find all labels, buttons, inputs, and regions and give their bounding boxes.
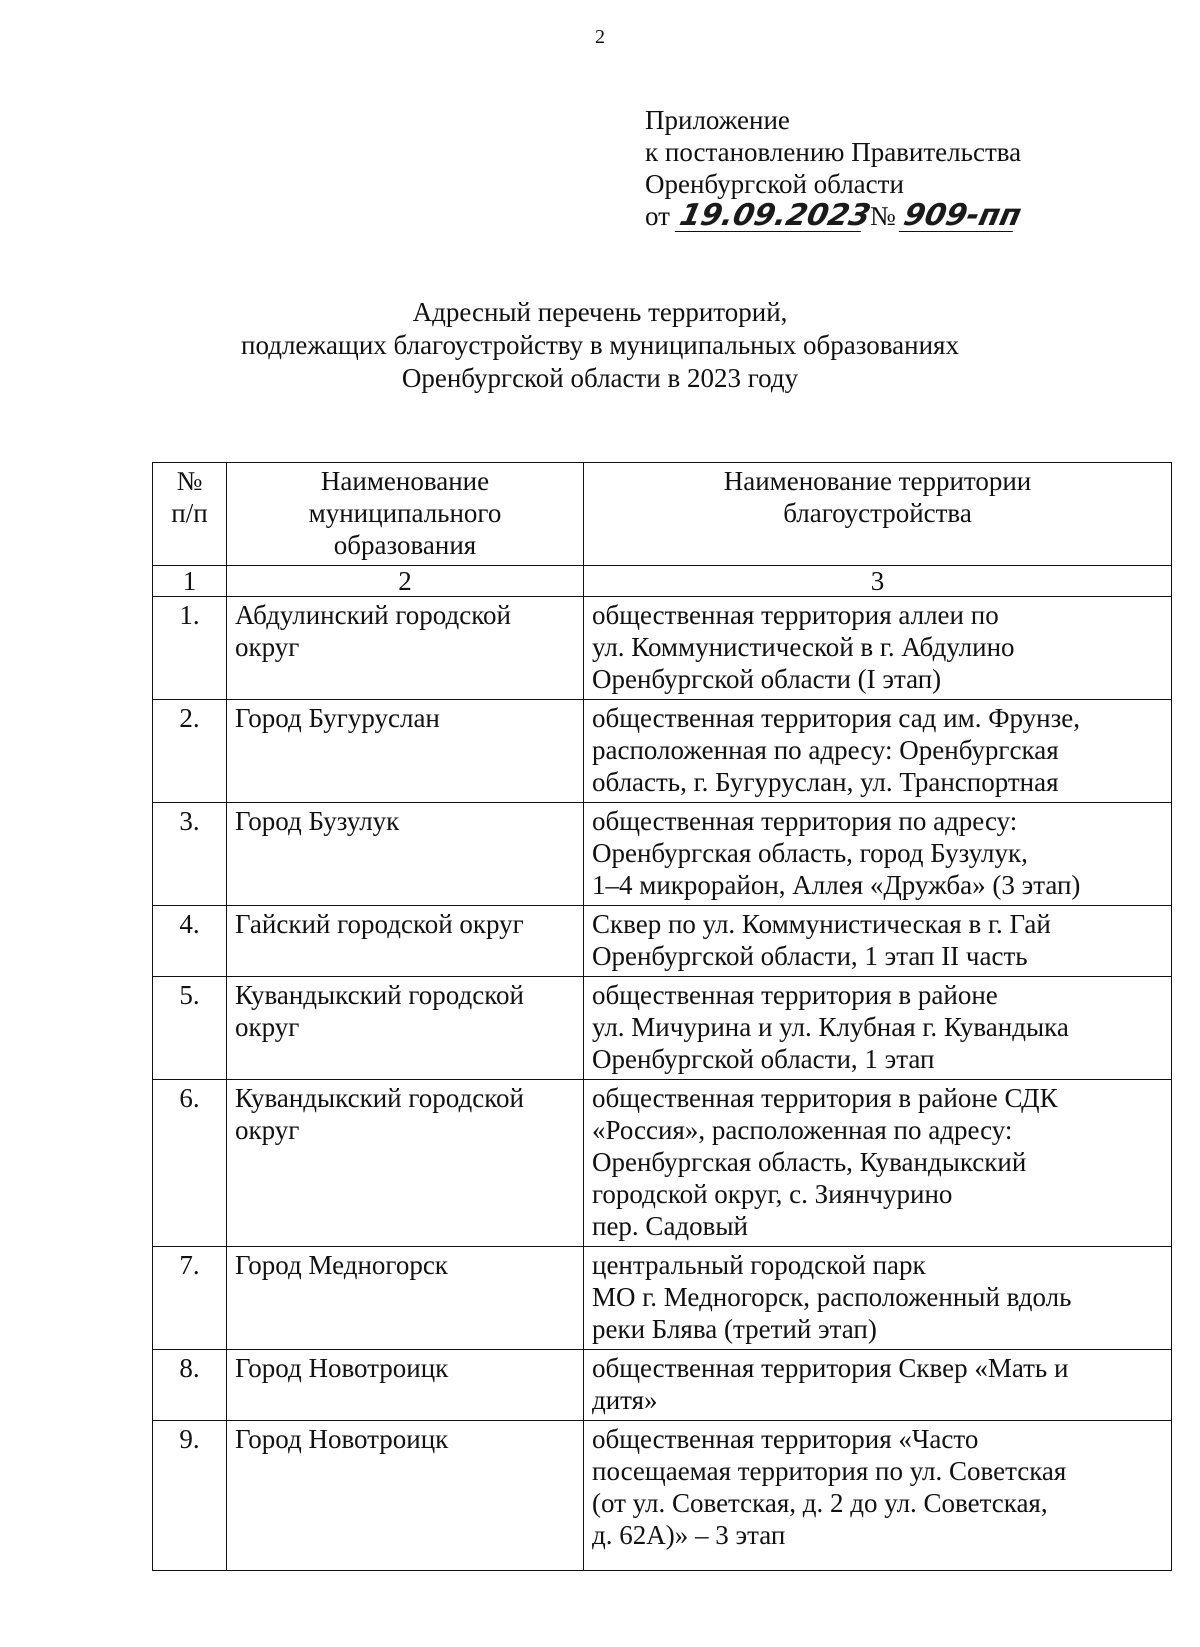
municipality-name: Город Бузулук <box>227 803 584 906</box>
municipality-name: Кувандыкский городской округ <box>227 1080 584 1247</box>
header-municipality: Наименование муниципального образования <box>227 463 584 566</box>
row-number: 4. <box>153 906 227 977</box>
title-line-3: Оренбургской области в 2023 году <box>401 363 799 393</box>
municipality-name: Город Новотроицк <box>227 1350 584 1421</box>
municipality-name: Гайский городской округ <box>227 906 584 977</box>
territory-name: общественная территория по адресу: Оренбургская область, город Бузулук, 1–4 микрорайон, Аллея «Дружба» (3 этап) <box>584 803 1172 906</box>
row-number: 3. <box>153 803 227 906</box>
column-index: 2 <box>227 566 584 597</box>
territory-name: Сквер по ул. Коммунистическая в г. Гай Оренбургской области, 1 этап II часть <box>584 906 1172 977</box>
municipality-name: Абдулинский городской округ <box>227 597 584 700</box>
from-label: от <box>645 201 670 231</box>
title-line-2: подлежащих благоустройству в муниципальных образованиях <box>241 330 959 360</box>
title-line-1: Адресный перечень территорий, <box>412 297 788 327</box>
row-number: 6. <box>153 1080 227 1247</box>
territory-name: общественная территория «Часто посещаемая территория по ул. Советская (от ул. Советская, д. 2 до ул. Советская, д. 62А)» – 3 этап <box>584 1421 1172 1571</box>
column-index: 1 <box>153 566 227 597</box>
territory-name: общественная территория в районе СДК «Россия», расположенная по адресу: Оренбургская область, Кувандыкский городской округ, с. Зиянчурино пер. Садовый <box>584 1080 1172 1247</box>
row-number: 1. <box>153 597 227 700</box>
table-row <box>153 803 1172 906</box>
municipality-name: Кувандыкский городской округ <box>227 977 584 1080</box>
appendix-line-2: к постановлению Правительства <box>645 137 1022 167</box>
row-number: 7. <box>153 1247 227 1350</box>
row-number: 8. <box>153 1350 227 1421</box>
table-row <box>153 977 1172 1080</box>
appendix-block <box>645 104 1025 233</box>
table-row <box>153 906 1172 977</box>
header-territory: Наименование территории благоустройства <box>584 463 1172 566</box>
number-label: № <box>869 201 896 231</box>
row-number: 2. <box>153 700 227 803</box>
table-row <box>153 700 1172 803</box>
row-number: 5. <box>153 977 227 1080</box>
territory-table <box>152 462 1172 1571</box>
row-number: 9. <box>153 1421 227 1571</box>
appendix-line-1: Приложение <box>645 105 790 135</box>
table-row <box>153 597 1172 700</box>
decree-date-number <box>645 198 1025 233</box>
municipality-name: Город Бугуруслан <box>227 700 584 803</box>
municipality-name: Город Новотроицк <box>227 1421 584 1571</box>
territory-name: общественная территория в районе ул. Мичурина и ул. Клубная г. Кувандыка Оренбургской области, 1 этап <box>584 977 1172 1080</box>
column-index-row <box>153 566 1172 597</box>
handwritten-date: 19.09.2023 <box>676 198 874 233</box>
column-index: 3 <box>584 566 1172 597</box>
table-header-row <box>153 463 1172 566</box>
appendix-line-3: Оренбургской области <box>645 169 904 199</box>
table-row <box>153 1350 1172 1421</box>
territory-name: общественная территория сад им. Фрунзе, расположенная по адресу: Оренбургская область, г. Бугуруслан, ул. Транспортная <box>584 700 1172 803</box>
document-title <box>0 296 1200 395</box>
table-row <box>153 1247 1172 1350</box>
table-row <box>153 1421 1172 1571</box>
table-row <box>153 1080 1172 1247</box>
territory-name: общественная территория Сквер «Мать и дитя» <box>584 1350 1172 1421</box>
territory-name: общественная территория аллеи по ул. Коммунистической в г. Абдулино Оренбургской области (I этап) <box>584 597 1172 700</box>
municipality-name: Город Медногорск <box>227 1247 584 1350</box>
page-number: 2 <box>595 26 605 48</box>
territory-name: центральный городской парк МО г. Медногорск, расположенный вдоль реки Блява (третий этап) <box>584 1247 1172 1350</box>
handwritten-number: 909-пп <box>900 198 1025 233</box>
header-number: № п/п <box>153 463 227 566</box>
